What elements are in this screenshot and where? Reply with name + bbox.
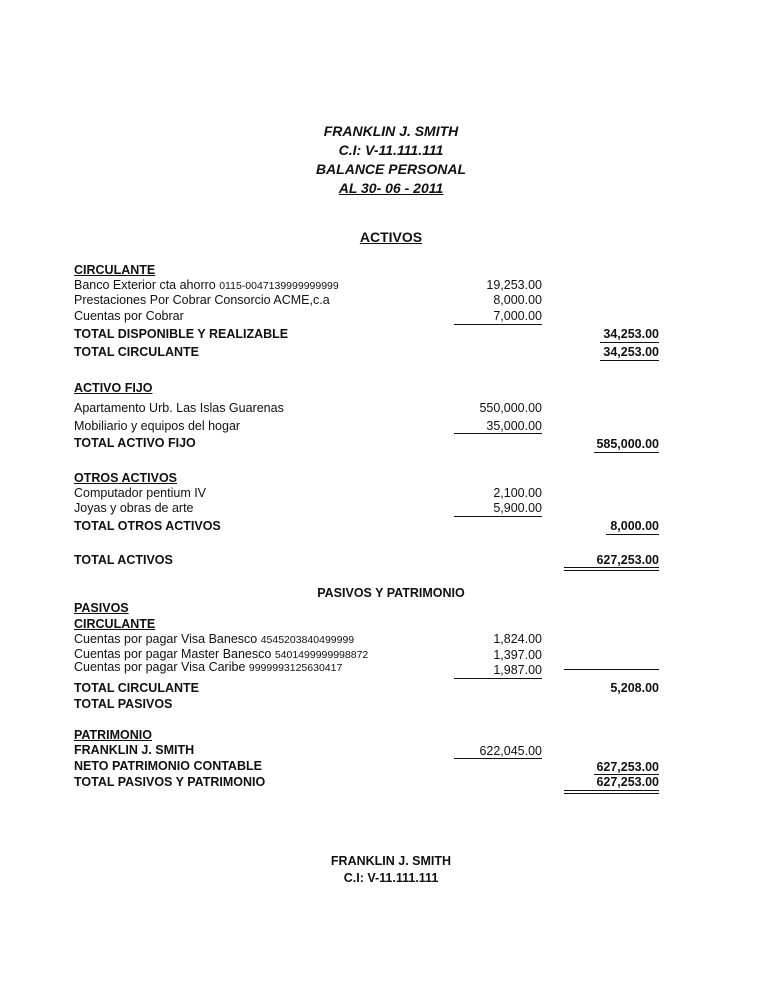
total-activos-value: 627,253.00 (596, 553, 659, 567)
total-pasivos-circulante-label: TOTAL CIRCULANTE (74, 681, 199, 695)
total-activos-label: TOTAL ACTIVOS (74, 553, 173, 567)
total-activo-fijo-label: TOTAL ACTIVO FIJO (74, 436, 196, 450)
item-value: 8,000.00 (493, 293, 542, 307)
item-value: 5,900.00 (493, 501, 542, 515)
item-value: 7,000.00 (493, 309, 542, 323)
total-rule (594, 452, 659, 453)
total-otros-activos-value: 8,000.00 (610, 519, 659, 533)
total-pasivos-patrimonio-label: TOTAL PASIVOS Y PATRIMONIO (74, 775, 266, 789)
subtotal-rule (454, 433, 542, 434)
total-otros-activos-label: TOTAL OTROS ACTIVOS (74, 519, 221, 533)
list-item: Joyas y obras de arte (74, 501, 194, 515)
list-item: Mobiliario y equipos del hogar (74, 419, 241, 433)
total-rule (606, 534, 659, 535)
owner-ci-header: C.I: V-11.111.111 (338, 142, 444, 158)
activos-heading: ACTIVOS (359, 229, 423, 245)
total-pasivos-circulante-value: 5,208.00 (610, 681, 659, 695)
list-item: Computador pentium IV (74, 486, 207, 500)
subtotal-rule (454, 324, 542, 325)
otros-activos-label: OTROS ACTIVOS (74, 471, 178, 485)
item-value: 1,824.00 (493, 632, 542, 646)
total-rule (564, 567, 659, 568)
total-rule (564, 669, 659, 670)
pasivos-patrimonio-heading: PASIVOS Y PATRIMONIO (317, 586, 465, 600)
pasivos-circulante-label: CIRCULANTE (74, 617, 156, 631)
neto-patrimonio-value: 627,253.00 (596, 760, 659, 774)
total-rule (600, 342, 659, 343)
activo-fijo-label: ACTIVO FIJO (74, 381, 153, 395)
footer-owner-ci: C.I: V-11.111.111 (343, 871, 439, 885)
item-value: 19,253.00 (486, 278, 542, 292)
circulante-label: CIRCULANTE (74, 263, 156, 277)
list-item: Cuentas por pagar Visa Banesco 4545203840499999 (74, 632, 355, 646)
list-item: Apartamento Urb. Las Islas Guarenas (74, 401, 284, 415)
patrimonio-label: PATRIMONIO (74, 728, 153, 742)
item-value: 1,987.00 (493, 663, 542, 677)
total-pasivos-patrimonio-value: 627,253.00 (596, 775, 659, 789)
item-value: 2,100.00 (493, 486, 542, 500)
total-rule (564, 790, 659, 791)
subtotal-rule (454, 516, 542, 517)
subtotal-rule (454, 758, 542, 759)
total-disponible-label: TOTAL DISPONIBLE Y REALIZABLE (74, 327, 289, 341)
item-value: 35,000.00 (486, 419, 542, 433)
owner-patrimonio-label: FRANKLIN J. SMITH (74, 743, 195, 757)
total-circulante-value: 34,253.00 (603, 345, 659, 359)
neto-patrimonio-label: NETO PATRIMONIO CONTABLE (74, 759, 262, 773)
owner-name-header: FRANKLIN J. SMITH (323, 123, 459, 139)
total-rule-double (564, 793, 659, 794)
total-pasivos-label: TOTAL PASIVOS (74, 697, 173, 711)
subtotal-rule (454, 678, 542, 679)
total-rule (600, 360, 659, 361)
list-item: Cuentas por pagar Master Banesco 5401499999998872 (74, 647, 369, 661)
list-item: Cuentas por Cobrar (74, 309, 184, 323)
total-rule-double (564, 570, 659, 571)
document-title: BALANCE PERSONAL (315, 161, 467, 177)
item-value: 550,000.00 (479, 401, 542, 415)
list-item: Cuentas por pagar Visa Caribe 9999993125630417 (74, 660, 343, 674)
total-disponible-value: 34,253.00 (603, 327, 659, 341)
total-circulante-label: TOTAL CIRCULANTE (74, 345, 199, 359)
pasivos-label: PASIVOS (74, 601, 129, 615)
list-item: Prestaciones Por Cobrar Consorcio ACME,c.a (74, 293, 330, 307)
owner-patrimonio-value: 622,045.00 (479, 744, 542, 758)
item-value: 1,397.00 (493, 648, 542, 662)
list-item: Banco Exterior cta ahorro 0115-0047139999999999 (74, 278, 339, 292)
footer-owner-name: FRANKLIN J. SMITH (330, 854, 452, 868)
document-date: AL 30- 06 - 2011 (338, 180, 444, 196)
total-activo-fijo-value: 585,000.00 (596, 437, 659, 451)
